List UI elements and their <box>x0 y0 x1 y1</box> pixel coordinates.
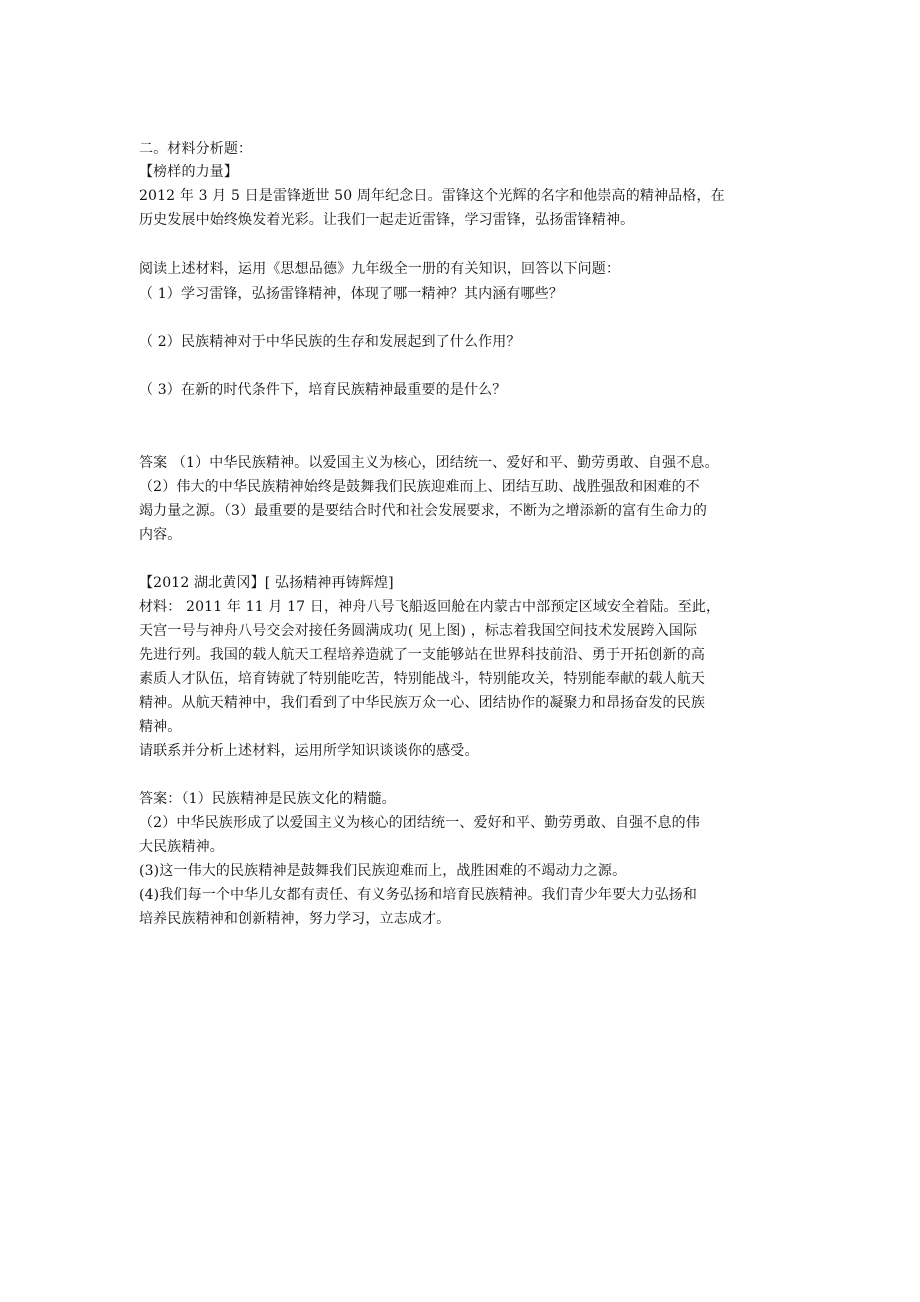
q2-material-line: 天宫一号与神舟八号交会对接任务圆满成功( 见上图) ，标志着我国空间技术发展跨入国际 <box>139 623 698 639</box>
q2-answer-line: (3)这一伟大的民族精神是鼓舞我们民族迎难而上，战胜困难的不竭动力之源。 <box>139 863 627 879</box>
q1-prompt: 阅读上述材料，运用《思想品德》九年级全一册的有关知识，回答以下问题： <box>139 261 621 277</box>
q2-prompt: 请联系并分析上述材料，运用所学知识谈谈你的感受。 <box>139 743 479 759</box>
q2-material-line: 材料： 2011 年 11 月 17 日，神舟八号飞船返回舱在内蒙古中部预定区域安全着陆。至此， <box>139 599 721 615</box>
q2-title: 【2012 湖北黄冈】[ 弘扬精神再铸辉煌] <box>139 575 394 591</box>
q1-answer-line: 内容。 <box>139 527 182 543</box>
q1-answer-line: 答案 （1）中华民族精神。以爱国主义为核心，团结统一、爱好和平、勤劳勇敢、自强不息。 <box>139 455 719 471</box>
q1-title: 【榜样的力量】 <box>139 164 239 180</box>
q1-material-line: 2012 年 3 月 5 日是雷锋逝世 50 周年纪念日。雷锋这个光辉的名字和他崇高的精神品格，在 <box>139 188 725 204</box>
q1-answer-line: 竭力量之源。（3）最重要的是要结合时代和社会发展要求，不断为之增添新的富有生命力的 <box>139 503 708 519</box>
q1-material-line: 历史发展中始终焕发着光彩。让我们一起走近雷锋，学习雷锋，弘扬雷锋精神。 <box>139 212 635 228</box>
q2-material-line: 精神。 <box>139 719 182 735</box>
q2-answer-line: 大民族精神。 <box>139 839 224 855</box>
q1-question-2: （ 2）民族精神对于中华民族的生存和发展起到了什么作用？ <box>139 334 521 350</box>
q1-answer-line: （2）伟大的中华民族精神始终是鼓舞我们民族迎难而上、团结互助、战胜强敌和困难的不 <box>139 479 700 495</box>
q2-material-line: 精神。从航天精神中，我们看到了中华民族万众一心、团结协作的凝聚力和昂扬奋发的民族 <box>139 695 705 711</box>
q2-material-line: 素质人才队伍，培育铸就了特别能吃苦，特别能战斗，特别能攻关，特别能奉献的载人航天 <box>139 671 705 687</box>
q2-material-line: 先进行列。我国的载人航天工程培养造就了一支能够站在世界科技前沿、勇于开拓创新的高 <box>139 647 705 663</box>
section-heading: 二。材料分析题： <box>139 141 253 157</box>
q2-answer-line: 培养民族精神和创新精神，努力学习，立志成才。 <box>139 911 451 927</box>
q2-answer-line: 答案：（1）民族精神是民族文化的精髓。 <box>139 791 396 807</box>
q1-question-3: （ 3）在新的时代条件下，培育民族精神最重要的是什么？ <box>139 382 507 398</box>
q1-question-1: （ 1）学习雷锋，弘扬雷锋精神，体现了哪一精神？其内涵有哪些？ <box>139 286 564 302</box>
q2-answer-line: (4)我们每一个中华儿女都有责任、有义务弘扬和培育民族精神。我们青少年要大力弘扬和 <box>139 887 697 903</box>
q2-answer-line: （2）中华民族形成了以爱国主义为核心的团结统一、爱好和平、勤劳勇敢、自强不息的伟 <box>139 815 700 831</box>
